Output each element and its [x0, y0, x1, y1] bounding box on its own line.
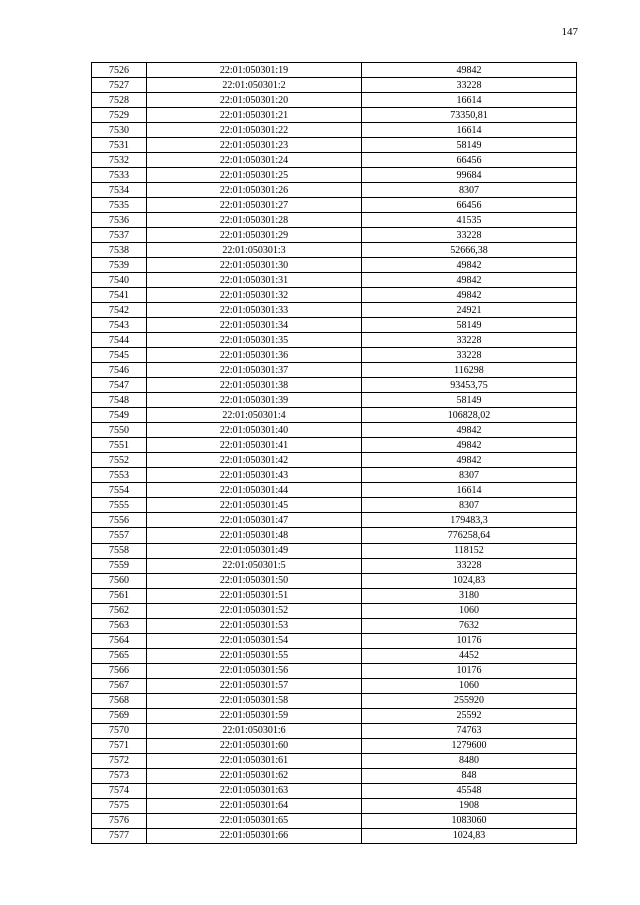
page-number: 147 — [561, 26, 578, 38]
row-number-cell: 7531 — [92, 138, 147, 153]
value-cell: 8307 — [362, 468, 577, 483]
cadastral-number-cell: 22:01:050301:57 — [147, 678, 362, 693]
value-cell: 25592 — [362, 708, 577, 723]
value-cell: 33228 — [362, 558, 577, 573]
row-number-cell: 7565 — [92, 648, 147, 663]
value-cell: 118152 — [362, 543, 577, 558]
row-number-cell: 7536 — [92, 213, 147, 228]
cadastral-number-cell: 22:01:050301:49 — [147, 543, 362, 558]
value-cell: 49842 — [362, 438, 577, 453]
value-cell: 73350,81 — [362, 108, 577, 123]
value-cell: 255920 — [362, 693, 577, 708]
table-row — [92, 783, 577, 798]
cadastral-number-cell: 22:01:050301:42 — [147, 453, 362, 468]
cadastral-number-cell: 22:01:050301:66 — [147, 828, 362, 843]
table-row — [92, 528, 577, 543]
value-cell: 1060 — [362, 678, 577, 693]
row-number-cell: 7547 — [92, 378, 147, 393]
cadastral-number-cell: 22:01:050301:4 — [147, 408, 362, 423]
cadastral-number-cell: 22:01:050301:29 — [147, 228, 362, 243]
cadastral-number-cell: 22:01:050301:60 — [147, 738, 362, 753]
row-number-cell: 7573 — [92, 768, 147, 783]
value-cell: 179483,3 — [362, 513, 577, 528]
row-number-cell: 7538 — [92, 243, 147, 258]
row-number-cell: 7567 — [92, 678, 147, 693]
table-row — [92, 738, 577, 753]
table-row — [92, 228, 577, 243]
table-row — [92, 678, 577, 693]
value-cell: 58149 — [362, 393, 577, 408]
row-number-cell: 7562 — [92, 603, 147, 618]
row-number-cell: 7526 — [92, 63, 147, 78]
table-row — [92, 333, 577, 348]
table-row — [92, 633, 577, 648]
table-row — [92, 288, 577, 303]
row-number-cell: 7554 — [92, 483, 147, 498]
value-cell: 66456 — [362, 198, 577, 213]
cadastral-number-cell: 22:01:050301:65 — [147, 813, 362, 828]
value-cell: 1083060 — [362, 813, 577, 828]
table-row — [92, 408, 577, 423]
value-cell: 49842 — [362, 258, 577, 273]
value-cell: 24921 — [362, 303, 577, 318]
row-number-cell: 7534 — [92, 183, 147, 198]
value-cell: 4452 — [362, 648, 577, 663]
row-number-cell: 7548 — [92, 393, 147, 408]
row-number-cell: 7569 — [92, 708, 147, 723]
row-number-cell: 7576 — [92, 813, 147, 828]
cadastral-number-cell: 22:01:050301:19 — [147, 63, 362, 78]
value-cell: 16614 — [362, 93, 577, 108]
table-row — [92, 798, 577, 813]
cadastral-number-cell: 22:01:050301:54 — [147, 633, 362, 648]
table-row — [92, 468, 577, 483]
value-cell: 16614 — [362, 123, 577, 138]
table-row — [92, 753, 577, 768]
cadastral-number-cell: 22:01:050301:32 — [147, 288, 362, 303]
row-number-cell: 7532 — [92, 153, 147, 168]
value-cell: 45548 — [362, 783, 577, 798]
row-number-cell: 7530 — [92, 123, 147, 138]
value-cell: 49842 — [362, 423, 577, 438]
cadastral-number-cell: 22:01:050301:20 — [147, 93, 362, 108]
cadastral-number-cell: 22:01:050301:31 — [147, 273, 362, 288]
row-number-cell: 7564 — [92, 633, 147, 648]
table-row — [92, 498, 577, 513]
value-cell: 8307 — [362, 183, 577, 198]
value-cell: 58149 — [362, 138, 577, 153]
table-row — [92, 708, 577, 723]
cadastral-number-cell: 22:01:050301:58 — [147, 693, 362, 708]
row-number-cell: 7551 — [92, 438, 147, 453]
row-number-cell: 7535 — [92, 198, 147, 213]
row-number-cell: 7557 — [92, 528, 147, 543]
row-number-cell: 7537 — [92, 228, 147, 243]
value-cell: 1279600 — [362, 738, 577, 753]
row-number-cell: 7541 — [92, 288, 147, 303]
value-cell: 41535 — [362, 213, 577, 228]
table-row — [92, 168, 577, 183]
cadastral-number-cell: 22:01:050301:39 — [147, 393, 362, 408]
cadastral-number-cell: 22:01:050301:36 — [147, 348, 362, 363]
cadastral-number-cell: 22:01:050301:37 — [147, 363, 362, 378]
cadastral-number-cell: 22:01:050301:6 — [147, 723, 362, 738]
row-number-cell: 7540 — [92, 273, 147, 288]
value-cell: 66456 — [362, 153, 577, 168]
table-row — [92, 243, 577, 258]
row-number-cell: 7568 — [92, 693, 147, 708]
row-number-cell: 7544 — [92, 333, 147, 348]
value-cell: 848 — [362, 768, 577, 783]
table-row — [92, 423, 577, 438]
row-number-cell: 7542 — [92, 303, 147, 318]
table-row — [92, 213, 577, 228]
table-row — [92, 153, 577, 168]
value-cell: 99684 — [362, 168, 577, 183]
value-cell: 1024,83 — [362, 573, 577, 588]
table-row — [92, 378, 577, 393]
cadastral-number-cell: 22:01:050301:30 — [147, 258, 362, 273]
row-number-cell: 7563 — [92, 618, 147, 633]
table-row — [92, 258, 577, 273]
cadastral-number-cell: 22:01:050301:56 — [147, 663, 362, 678]
cadastral-number-cell: 22:01:050301:33 — [147, 303, 362, 318]
table-row — [92, 453, 577, 468]
cadastral-number-cell: 22:01:050301:25 — [147, 168, 362, 183]
table-row — [92, 768, 577, 783]
table-row — [92, 93, 577, 108]
cadastral-number-cell: 22:01:050301:45 — [147, 498, 362, 513]
value-cell: 3180 — [362, 588, 577, 603]
table-row — [92, 573, 577, 588]
table-row — [92, 78, 577, 93]
value-cell: 33228 — [362, 78, 577, 93]
row-number-cell: 7572 — [92, 753, 147, 768]
row-number-cell: 7577 — [92, 828, 147, 843]
value-cell: 93453,75 — [362, 378, 577, 393]
table-row — [92, 513, 577, 528]
row-number-cell: 7553 — [92, 468, 147, 483]
table-row — [92, 723, 577, 738]
value-cell: 33228 — [362, 228, 577, 243]
row-number-cell: 7545 — [92, 348, 147, 363]
table-row — [92, 183, 577, 198]
row-number-cell: 7543 — [92, 318, 147, 333]
value-cell: 58149 — [362, 318, 577, 333]
cadastral-value-table — [91, 62, 577, 844]
value-cell: 776258,64 — [362, 528, 577, 543]
cadastral-number-cell: 22:01:050301:62 — [147, 768, 362, 783]
value-cell: 1908 — [362, 798, 577, 813]
value-cell: 49842 — [362, 288, 577, 303]
value-cell: 1060 — [362, 603, 577, 618]
table-row — [92, 828, 577, 843]
row-number-cell: 7546 — [92, 363, 147, 378]
value-cell: 1024,83 — [362, 828, 577, 843]
cadastral-number-cell: 22:01:050301:52 — [147, 603, 362, 618]
row-number-cell: 7556 — [92, 513, 147, 528]
cadastral-number-cell: 22:01:050301:44 — [147, 483, 362, 498]
table-row — [92, 303, 577, 318]
row-number-cell: 7560 — [92, 573, 147, 588]
value-cell: 49842 — [362, 273, 577, 288]
cadastral-number-cell: 22:01:050301:47 — [147, 513, 362, 528]
cadastral-number-cell: 22:01:050301:3 — [147, 243, 362, 258]
cadastral-number-cell: 22:01:050301:40 — [147, 423, 362, 438]
table-body — [92, 63, 577, 844]
table-row — [92, 123, 577, 138]
table-row — [92, 558, 577, 573]
row-number-cell: 7539 — [92, 258, 147, 273]
row-number-cell: 7574 — [92, 783, 147, 798]
table-row — [92, 348, 577, 363]
table-row — [92, 198, 577, 213]
cadastral-number-cell: 22:01:050301:22 — [147, 123, 362, 138]
table-row — [92, 363, 577, 378]
table-row — [92, 393, 577, 408]
row-number-cell: 7559 — [92, 558, 147, 573]
cadastral-number-cell: 22:01:050301:28 — [147, 213, 362, 228]
table-row — [92, 648, 577, 663]
value-cell: 8480 — [362, 753, 577, 768]
cadastral-number-cell: 22:01:050301:41 — [147, 438, 362, 453]
cadastral-number-cell: 22:01:050301:63 — [147, 783, 362, 798]
value-cell: 74763 — [362, 723, 577, 738]
value-cell: 33228 — [362, 333, 577, 348]
value-cell: 7632 — [362, 618, 577, 633]
cadastral-number-cell: 22:01:050301:51 — [147, 588, 362, 603]
value-cell: 49842 — [362, 63, 577, 78]
value-cell: 10176 — [362, 633, 577, 648]
table-row — [92, 663, 577, 678]
row-number-cell: 7558 — [92, 543, 147, 558]
cadastral-number-cell: 22:01:050301:21 — [147, 108, 362, 123]
row-number-cell: 7549 — [92, 408, 147, 423]
cadastral-number-cell: 22:01:050301:61 — [147, 753, 362, 768]
table-row — [92, 63, 577, 78]
cadastral-number-cell: 22:01:050301:38 — [147, 378, 362, 393]
row-number-cell: 7571 — [92, 738, 147, 753]
table-row — [92, 618, 577, 633]
table-row — [92, 543, 577, 558]
value-cell: 52666,38 — [362, 243, 577, 258]
cadastral-number-cell: 22:01:050301:27 — [147, 198, 362, 213]
value-cell: 33228 — [362, 348, 577, 363]
value-cell: 10176 — [362, 663, 577, 678]
table-row — [92, 813, 577, 828]
table-row — [92, 273, 577, 288]
cadastral-number-cell: 22:01:050301:53 — [147, 618, 362, 633]
cadastral-number-cell: 22:01:050301:55 — [147, 648, 362, 663]
cadastral-number-cell: 22:01:050301:43 — [147, 468, 362, 483]
cadastral-number-cell: 22:01:050301:2 — [147, 78, 362, 93]
cadastral-number-cell: 22:01:050301:48 — [147, 528, 362, 543]
table-row — [92, 483, 577, 498]
table-row — [92, 588, 577, 603]
cadastral-number-cell: 22:01:050301:50 — [147, 573, 362, 588]
row-number-cell: 7552 — [92, 453, 147, 468]
table-row — [92, 438, 577, 453]
row-number-cell: 7533 — [92, 168, 147, 183]
row-number-cell: 7575 — [92, 798, 147, 813]
cadastral-number-cell: 22:01:050301:34 — [147, 318, 362, 333]
row-number-cell: 7555 — [92, 498, 147, 513]
row-number-cell: 7550 — [92, 423, 147, 438]
table-row — [92, 108, 577, 123]
cadastral-number-cell: 22:01:050301:64 — [147, 798, 362, 813]
row-number-cell: 7527 — [92, 78, 147, 93]
value-cell: 16614 — [362, 483, 577, 498]
row-number-cell: 7561 — [92, 588, 147, 603]
table-row — [92, 318, 577, 333]
row-number-cell: 7566 — [92, 663, 147, 678]
cadastral-number-cell: 22:01:050301:5 — [147, 558, 362, 573]
cadastral-number-cell: 22:01:050301:23 — [147, 138, 362, 153]
value-cell: 49842 — [362, 453, 577, 468]
row-number-cell: 7529 — [92, 108, 147, 123]
cadastral-number-cell: 22:01:050301:24 — [147, 153, 362, 168]
value-cell: 116298 — [362, 363, 577, 378]
row-number-cell: 7570 — [92, 723, 147, 738]
value-cell: 106828,02 — [362, 408, 577, 423]
cadastral-number-cell: 22:01:050301:35 — [147, 333, 362, 348]
table-row — [92, 138, 577, 153]
table-row — [92, 603, 577, 618]
table-row — [92, 693, 577, 708]
value-cell: 8307 — [362, 498, 577, 513]
cadastral-number-cell: 22:01:050301:26 — [147, 183, 362, 198]
row-number-cell: 7528 — [92, 93, 147, 108]
cadastral-number-cell: 22:01:050301:59 — [147, 708, 362, 723]
